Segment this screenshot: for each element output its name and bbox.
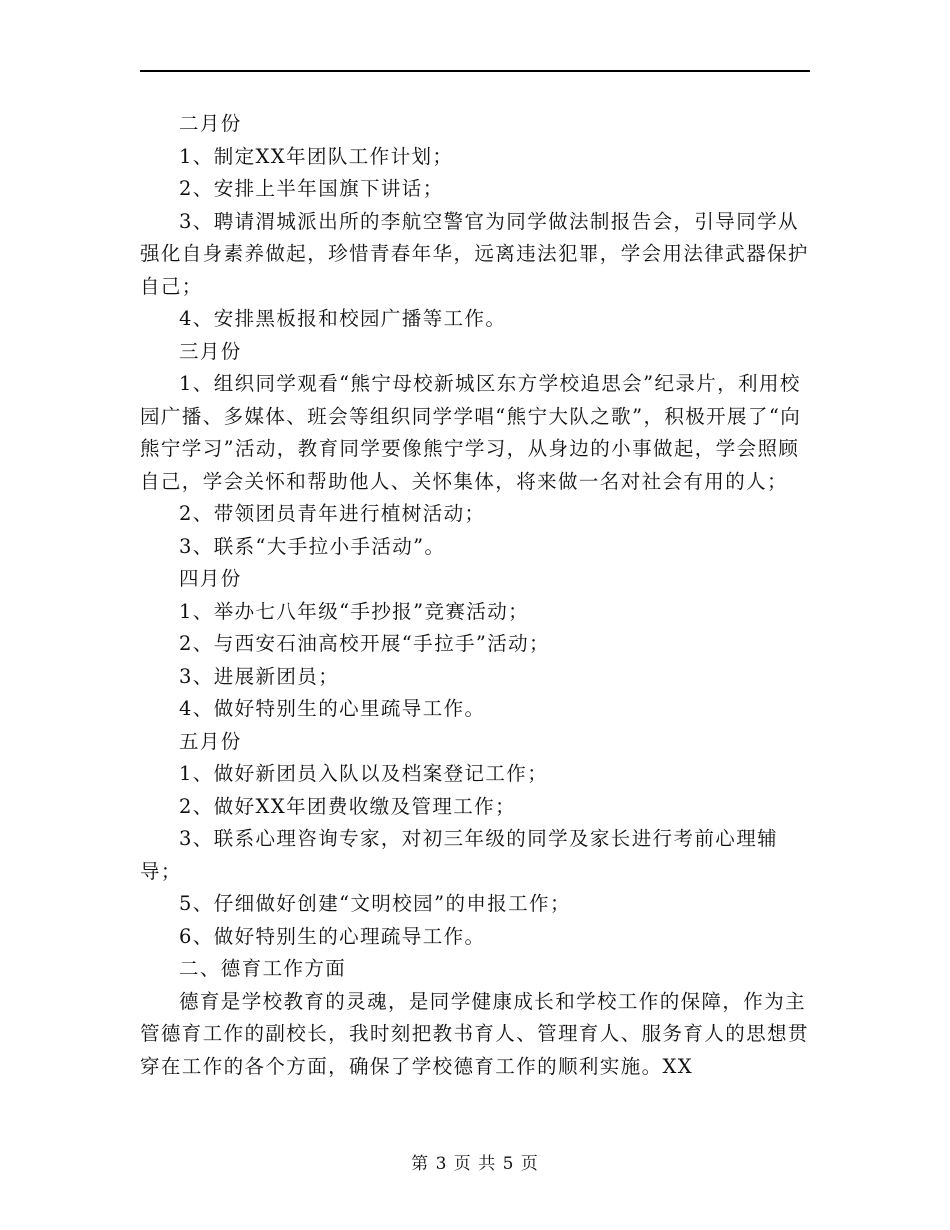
list-item: 2、与西安石油高校开展“手拉手”活动； — [179, 632, 550, 655]
list-item: 3、联系“大手拉小手活动”。 — [179, 534, 446, 558]
list-item: 3、联系心理咨询专家，对初三年级的同学及家长进行考前心理辅导； — [140, 827, 779, 883]
list-item: 1、做好新团员入队以及档案登记工作； — [179, 762, 549, 785]
list-item: 1、制定XX年团队工作计划； — [179, 144, 454, 168]
list-item: 2、做好XX年团费收缴及管理工作； — [179, 794, 516, 818]
list-item: 3、聘请渭城派出所的李航空警官为同学做法制报告会，引导同学从强化自身素养做起，珍惜青春年华，远离违法犯罪，学会用法律武器保护自己； — [140, 209, 809, 298]
heading-february: 二月份 — [179, 112, 242, 135]
list-item: 1、组织同学观看“熊宁母校新城区东方学校追思会”纪录片，利用校园广播、多媒体、班会等组织同学学唱“熊宁大队之歌”，积极开展了“向熊宁学习”活动，教育同学要像熊宁学习，从身边的小事做起，学会照顾自己，学会关怀和帮助他人、关怀集体，将来做一名对社会有用的人； — [140, 372, 802, 493]
heading-may: 五月份 — [179, 729, 242, 753]
document-body — [140, 108, 810, 1083]
heading-april: 四月份 — [179, 567, 242, 590]
list-item: 6、做好特别生的心理疏导工作。 — [179, 924, 486, 948]
list-item: 2、带领团员青年进行植树活动； — [179, 502, 486, 525]
section-heading-moral-education: 二、德育工作方面 — [179, 957, 347, 980]
header-rule — [140, 70, 810, 72]
heading-march: 三月份 — [179, 339, 242, 363]
page-number-footer: 第 3 页 共 5 页 — [411, 1154, 539, 1174]
list-item: 4、做好特别生的心里疏导工作。 — [179, 697, 486, 720]
list-item: 4、安排黑板报和校园广播等工作。 — [179, 307, 507, 330]
body-paragraph: 德育是学校教育的灵魂，是同学健康成长和学校工作的保障，作为主管德育工作的副校长，我时刻把教书育人、管理育人、服务育人的思想贯穿在工作的各个方面，确保了学校德育工作的顺利实施。XX — [140, 989, 809, 1078]
list-item: 2、安排上半年国旗下讲话； — [179, 177, 444, 200]
list-item: 1、举办七八年级“手抄报”竞赛活动； — [179, 599, 530, 623]
list-item: 3、进展新团员； — [179, 664, 340, 688]
list-item: 5、仔细做好创建“文明校园”的申报工作； — [179, 892, 571, 915]
